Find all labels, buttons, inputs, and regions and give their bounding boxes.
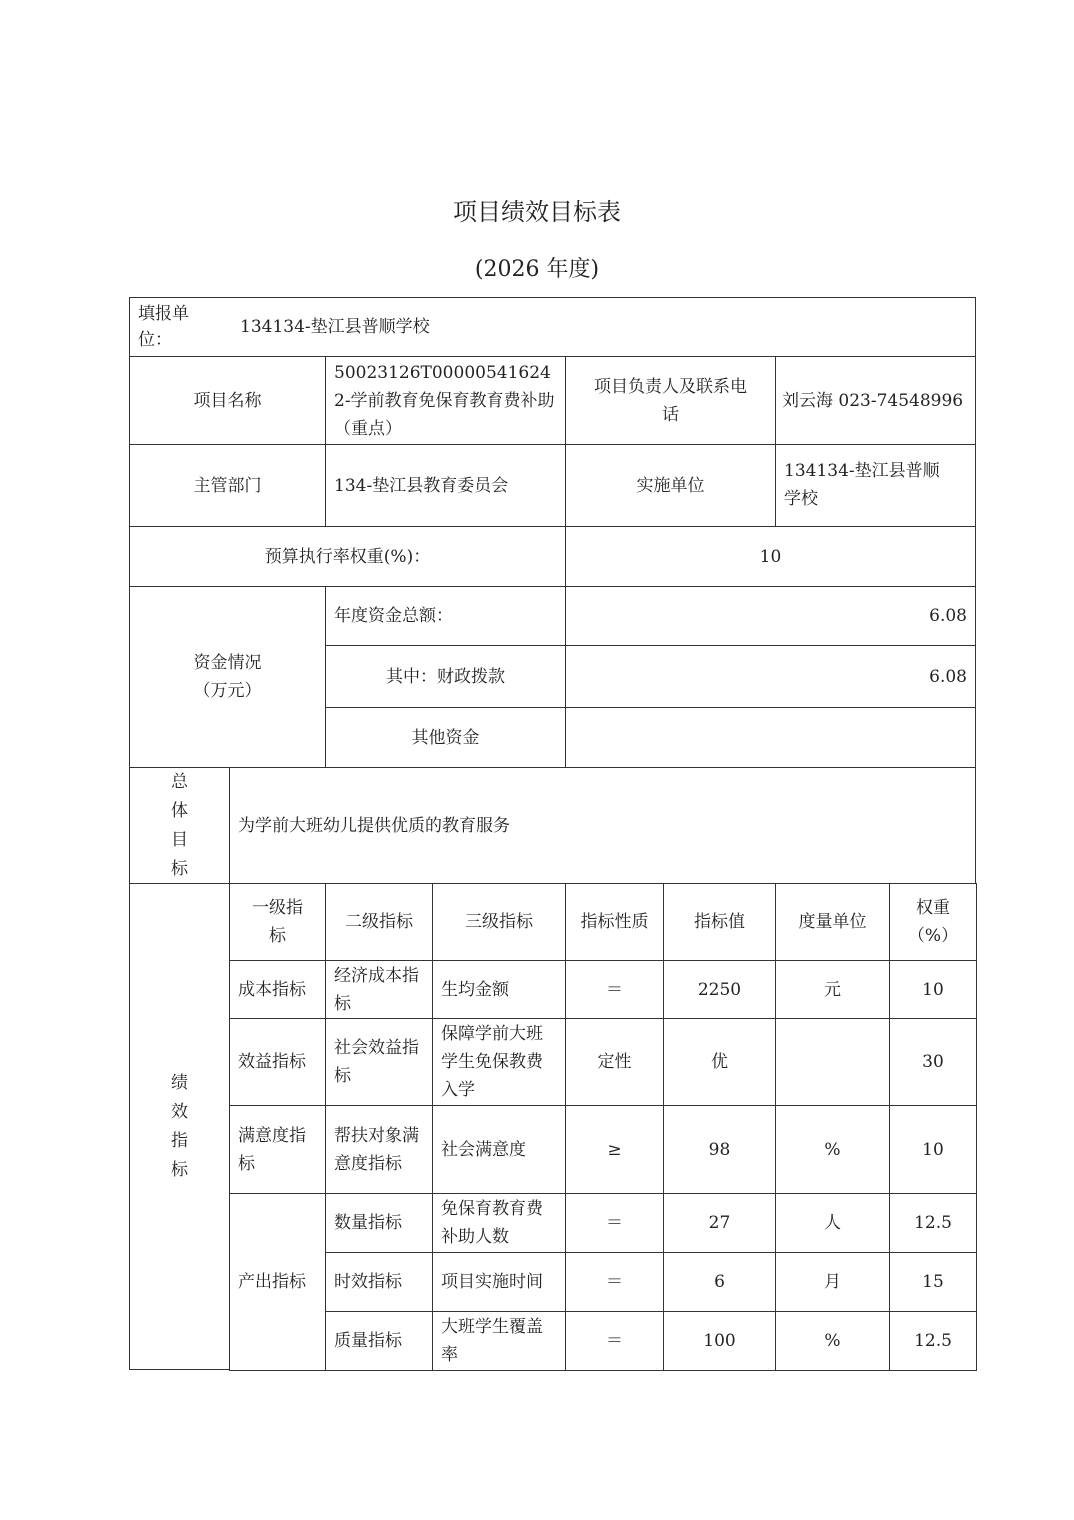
row-weight-text: 12.5 [914, 1331, 952, 1351]
project-owner-value [775, 356, 976, 445]
row-weight [889, 960, 977, 1019]
impl-value-text: 134134-垫江县普顺学校 [784, 461, 940, 509]
row-weight-text: 30 [922, 1052, 944, 1072]
row-l3 [432, 1018, 566, 1106]
row-nature-text: 定性 [597, 1052, 632, 1072]
row-nature-text: ≥ [607, 1139, 622, 1160]
row-unit-text: 人 [824, 1213, 841, 1233]
row-l3-text: 社会满意度 [441, 1139, 526, 1160]
row-value-text: 优 [711, 1052, 728, 1072]
row-nature [565, 1193, 664, 1253]
project-name-value [325, 356, 566, 445]
header-nature-text: 指标性质 [580, 912, 649, 932]
row-unit [775, 1311, 890, 1371]
budget-value-text: 10 [759, 546, 782, 567]
row-unit-text: % [824, 1331, 841, 1351]
budget-label [129, 526, 566, 587]
row-nature [565, 1105, 664, 1194]
row-unit-text: % [824, 1139, 841, 1160]
row-l2 [325, 1105, 433, 1194]
funds-label [129, 586, 326, 768]
goal-value [229, 767, 976, 884]
impl-value [775, 444, 976, 527]
row-nature [565, 1252, 664, 1312]
header-value-text: 指标值 [694, 912, 745, 932]
row-value [663, 1105, 776, 1194]
row-weight-text: 12.5 [914, 1213, 952, 1233]
row-l1 [229, 960, 326, 1019]
funds-other-value [565, 707, 976, 768]
row-nature-text: ＝ [606, 1213, 623, 1233]
row-nature [565, 1311, 664, 1371]
row-value-text: 2250 [697, 979, 742, 1000]
row-weight [889, 1252, 977, 1312]
row-nature-text: ＝ [606, 1272, 623, 1292]
row-unit [775, 1018, 890, 1106]
row-l3-text: 项目实施时间 [441, 1272, 543, 1292]
funds-total-label [325, 586, 566, 646]
row-nature [565, 960, 664, 1019]
row-l2 [325, 1311, 433, 1371]
row-l1-text: 效益指标 [238, 1052, 306, 1072]
indicators-label [129, 883, 230, 1370]
funds-total-value [565, 586, 976, 646]
row-level1 [229, 1193, 326, 1371]
project-owner-label [565, 356, 776, 445]
dept-value-text: 134-垫江县教育委员会 [334, 475, 509, 496]
indicators-label-text: 绩效指标 [171, 1072, 188, 1180]
row-unit-text: 月 [824, 1272, 841, 1292]
project-owner-label-text: 项目负责人及联系电话 [594, 376, 747, 425]
header-level1 [229, 883, 326, 961]
header-value [663, 883, 776, 961]
header-weight [889, 883, 977, 961]
row-l1 [229, 1105, 326, 1194]
funds-other-label [325, 707, 566, 768]
project-owner-value-text: 刘云海 023-74548996 [782, 390, 964, 411]
row-l3-text: 大班学生覆盖率 [441, 1317, 543, 1365]
funds-fiscal-value-text: 6.08 [929, 666, 967, 687]
header-nature [565, 883, 664, 961]
funds-label-text: 资金情况（万元） [193, 653, 262, 701]
row-value [663, 1018, 776, 1106]
row-value [663, 960, 776, 1019]
row-l2 [325, 960, 433, 1019]
row-l3 [432, 1311, 566, 1371]
row-l2-text: 数量指标 [334, 1213, 402, 1233]
funds-fiscal-label [325, 645, 566, 708]
budget-value [565, 526, 976, 587]
row-value-text: 27 [708, 1213, 731, 1233]
row-l2-text: 质量指标 [334, 1331, 402, 1351]
funds-other-label-text: 其他资金 [411, 727, 480, 748]
row-value-text: 6 [714, 1272, 725, 1292]
header-level1-text: 一级指标 [252, 898, 303, 946]
impl-label-text: 实施单位 [636, 475, 705, 496]
row-l3-text: 生均金额 [441, 979, 509, 1000]
row-l2-text: 时效指标 [334, 1272, 402, 1292]
row-weight [889, 1105, 977, 1194]
row-l3 [432, 1193, 566, 1253]
unit-label: 填报单位： [138, 304, 189, 350]
row-value-text: 98 [708, 1139, 731, 1160]
funds-total-value-text: 6.08 [929, 606, 967, 626]
header-level3-text: 三级指标 [465, 912, 533, 932]
row-weight-text: 10 [922, 1139, 944, 1160]
header-level2-text: 二级指标 [345, 912, 413, 932]
funds-fiscal-value [565, 645, 976, 708]
row-l2 [325, 1252, 433, 1312]
funds-fiscal-label-text: 其中：财政拨款 [386, 666, 505, 687]
row-l1-text: 满意度指标 [238, 1125, 306, 1174]
row-weight-text: 10 [922, 979, 944, 1000]
dept-value [325, 444, 566, 527]
project-name-label [129, 356, 326, 445]
header-level3 [432, 883, 566, 961]
header-unit-text: 度量单位 [798, 912, 867, 932]
goal-label-text: 总体目标 [171, 771, 188, 879]
row-l3 [432, 1252, 566, 1312]
row-l3 [432, 1105, 566, 1194]
row-unit [775, 1252, 890, 1312]
project-name-value-text: 50023126T000005416242-学前教育免保育教育费补助（重点） [334, 362, 555, 439]
row-l2-text: 经济成本指标 [334, 965, 419, 1014]
header-level2 [325, 883, 433, 961]
row-l3-text: 保障学前大班学生免保教费入学 [441, 1024, 543, 1100]
row-l3-text: 免保育教育费补助人数 [441, 1199, 543, 1247]
row-l2 [325, 1018, 433, 1106]
dept-label [129, 444, 326, 527]
project-name-label-text: 项目名称 [193, 390, 262, 411]
row-l1-text: 成本指标 [238, 979, 306, 1000]
row-l2-text: 帮扶对象满意度指标 [334, 1125, 419, 1174]
header-unit [775, 883, 890, 961]
dept-label-text: 主管部门 [193, 475, 262, 496]
goal-label [129, 767, 230, 884]
row-nature-text: ＝ [606, 979, 623, 1000]
row-nature [565, 1018, 664, 1106]
row-weight [889, 1311, 977, 1371]
page-title: 项目绩效目标表 [453, 198, 621, 226]
row-value [663, 1311, 776, 1371]
page-subtitle: (2026 年度) [474, 257, 600, 282]
row-l2-text: 社会效益指标 [334, 1038, 419, 1086]
row-unit [775, 960, 890, 1019]
row-l3 [432, 960, 566, 1019]
row-unit [775, 1193, 890, 1253]
row-value [663, 1193, 776, 1253]
row-l1 [229, 1018, 326, 1106]
funds-total-label-text: 年度资金总额： [334, 606, 453, 626]
row-weight [889, 1193, 977, 1253]
row-l2 [325, 1193, 433, 1253]
row-level1-text: 产出指标 [238, 1272, 306, 1292]
row-value-text: 100 [703, 1331, 736, 1351]
row-nature-text: ＝ [606, 1331, 623, 1351]
row-unit-text: 元 [824, 979, 841, 1000]
goal-value-text: 为学前大班幼儿提供优质的教育服务 [238, 815, 510, 836]
header-weight-text: 权重（%） [907, 898, 959, 946]
unit-row [129, 297, 976, 357]
row-value [663, 1252, 776, 1312]
row-unit [775, 1105, 890, 1194]
unit-value: 134134-垫江县普顺学校 [240, 317, 430, 337]
row-weight [889, 1018, 977, 1106]
impl-label [565, 444, 776, 527]
row-weight-text: 15 [922, 1272, 944, 1292]
budget-label-text: 预算执行率权重(%)： [264, 546, 431, 567]
